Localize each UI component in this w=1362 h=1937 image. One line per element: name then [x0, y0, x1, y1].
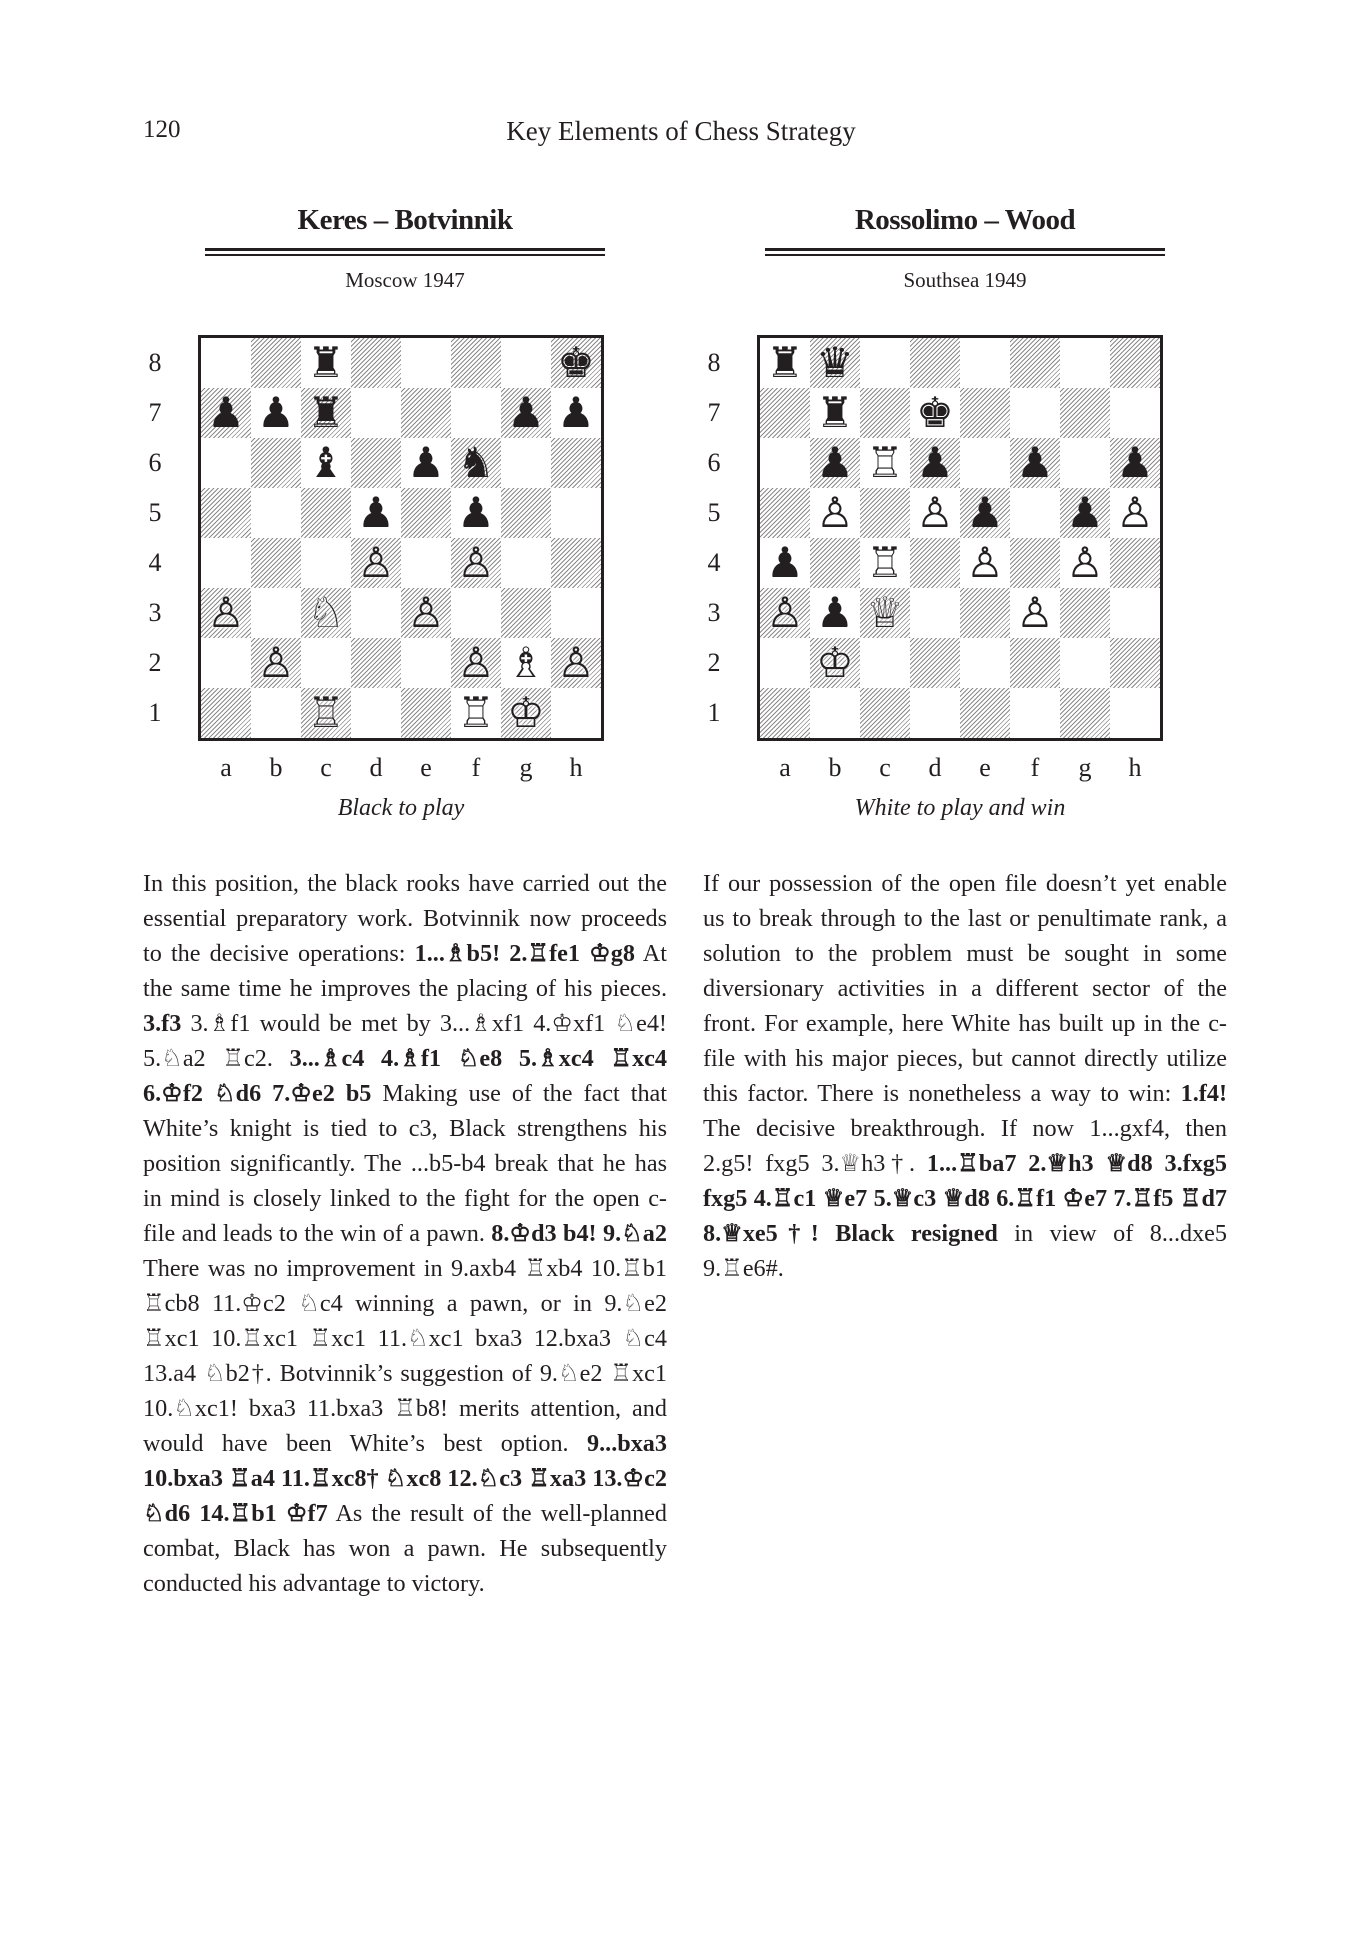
square-h2: [551, 638, 601, 688]
white-bishop-icon: ♗: [507, 638, 545, 687]
square-b8: [810, 338, 860, 388]
square-f5: [1010, 488, 1060, 538]
square-f8: [451, 338, 501, 388]
file-labels: [201, 753, 601, 783]
game-title: Rossolimo – Wood: [854, 204, 1076, 236]
black-pawn-icon: ♟: [816, 588, 854, 637]
chess-diagram-left: [148, 335, 604, 782]
white-rook-icon: ♖: [457, 688, 495, 737]
commentary-text: At the same time he improves the placing of his pieces.: [143, 940, 667, 1002]
file-label: c: [320, 753, 332, 782]
game-title: Keres – Botvinnik: [297, 204, 513, 236]
square-a4: [201, 538, 251, 588]
file-label: e: [420, 753, 432, 782]
black-pawn-icon: ♟: [257, 388, 295, 437]
square-e5: [960, 488, 1010, 538]
square-h5: [1110, 488, 1160, 538]
commentary-text: There was no improvement in 9.axb4 ♖xb4 10.♖b1 ♖cb8 11.♔c2 ♘c4 winning a pawn, or in 9.♘e2 ♖xc1 10.♖xc1 ♖xc1 11.♘xc1 bxa3 12.bxa3 ♘c4 13.a4 ♘b2†. Botvinnik’s suggestion of 9.♘e2 ♖xc1 10.♘xc1! bxa3 11.bxa3 ♖b8! merits attention, and would have been White’s best option.: [143, 1255, 667, 1457]
square-d8: [351, 338, 401, 388]
square-e8: [401, 338, 451, 388]
square-g4: [1060, 538, 1110, 588]
square-h8: [551, 338, 601, 388]
square-b6: [810, 438, 860, 488]
file-label: e: [979, 753, 991, 782]
white-pawn-icon: ♙: [1066, 538, 1104, 587]
square-g2: [1060, 638, 1110, 688]
square-h2: [1110, 638, 1160, 688]
square-f2: [451, 638, 501, 688]
black-pawn-icon: ♟: [557, 388, 595, 437]
square-d3: [351, 588, 401, 638]
square-a5: [760, 488, 810, 538]
black-king-icon: ♚: [557, 338, 595, 387]
white-pawn-icon: ♙: [257, 638, 295, 687]
square-d7: [910, 388, 960, 438]
square-c1: [301, 688, 351, 738]
file-labels: [760, 753, 1160, 783]
black-rook-icon: ♜: [307, 338, 345, 387]
title-rule: [205, 248, 605, 251]
square-c4: [860, 538, 910, 588]
square-f1: [451, 688, 501, 738]
square-b8: [251, 338, 301, 388]
square-e8: [960, 338, 1010, 388]
square-h1: [551, 688, 601, 738]
move-sequence: 1...♗b5! 2.♖fe1 ♔g8: [414, 940, 635, 967]
file-label: f: [471, 753, 481, 782]
white-pawn-icon: ♙: [1016, 588, 1054, 637]
square-c3: [860, 588, 910, 638]
rank-label: 5: [148, 498, 162, 527]
square-g5: [501, 488, 551, 538]
white-pawn-icon: ♙: [816, 488, 854, 537]
commentary-right: [703, 866, 1227, 1286]
square-b2: [251, 638, 301, 688]
square-c8: [301, 338, 351, 388]
square-e6: [401, 438, 451, 488]
square-d4: [910, 538, 960, 588]
diagram-caption-right: White to play and win: [854, 795, 1066, 821]
square-c8: [860, 338, 910, 388]
square-b7: [810, 388, 860, 438]
black-queen-icon: ♛: [816, 338, 854, 387]
square-c3: [301, 588, 351, 638]
square-b2: [810, 638, 860, 688]
rank-label: 2: [707, 648, 721, 677]
commentary-text: The decisive breakthrough. If now 1...gxf4, then 2.g5! fxg5 3.♕h3†.: [703, 1115, 1227, 1177]
rank-label: 7: [707, 398, 721, 427]
square-f4: [451, 538, 501, 588]
square-a2: [760, 638, 810, 688]
square-e3: [401, 588, 451, 638]
square-h1: [1110, 688, 1160, 738]
square-b5: [251, 488, 301, 538]
white-pawn-icon: ♙: [1116, 488, 1154, 537]
black-pawn-icon: ♟: [966, 488, 1004, 537]
square-c5: [301, 488, 351, 538]
square-f6: [1010, 438, 1060, 488]
move-sequence: 9...bxa3 10.bxa3 ♖a4 11.♖xc8† ♘xc8 12.♘c3 ♖xa3 13.♔c2 ♘d6 14.♖b1 ♔f7: [143, 1430, 667, 1527]
square-f3: [1010, 588, 1060, 638]
white-king-icon: ♔: [507, 688, 545, 737]
square-e2: [401, 638, 451, 688]
black-pawn-icon: ♟: [407, 438, 445, 487]
square-d2: [910, 638, 960, 688]
square-d7: [351, 388, 401, 438]
square-a7: [760, 388, 810, 438]
title-rule-thin: [765, 254, 1165, 256]
chess-board: [198, 335, 604, 741]
black-pawn-icon: ♟: [1066, 488, 1104, 537]
move-sequence: 3.f3: [143, 1010, 182, 1037]
square-d1: [910, 688, 960, 738]
square-g3: [501, 588, 551, 638]
move-sequence: 1...♖ba7 2.♕h3 ♕d8 3.fxg5 fxg5 4.♖c1 ♕e7 5.♕c3 ♕d8 6.♖f1 ♔e7 7.♖f5 ♖d7 8.♕xe5†! Black resigned: [703, 1150, 1227, 1247]
square-f8: [1010, 338, 1060, 388]
square-a3: [201, 588, 251, 638]
rank-labels: [140, 338, 170, 738]
game-event: Southsea 1949: [903, 268, 1027, 292]
black-pawn-icon: ♟: [457, 488, 495, 537]
black-pawn-icon: ♟: [1016, 438, 1054, 487]
commentary-text: As the result of the well-planned combat, Black has won a pawn. He subsequently conducted his advantage to victory.: [143, 1500, 667, 1597]
square-h4: [1110, 538, 1160, 588]
square-f6: [451, 438, 501, 488]
square-e4: [401, 538, 451, 588]
file-label: d: [369, 753, 383, 782]
square-e1: [960, 688, 1010, 738]
square-d1: [351, 688, 401, 738]
white-pawn-icon: ♙: [207, 588, 245, 637]
square-h6: [1110, 438, 1160, 488]
white-rook-icon: ♖: [866, 438, 904, 487]
game-header-left: [205, 200, 605, 293]
file-label: c: [879, 753, 891, 782]
commentary-text: Making use of the fact that White’s knight is tied to c3, Black strengthens his position significantly. The ...b5-b4 break that he has in mind is closely linked to the fight for the open c-file and leads to the win of a pawn.: [143, 1080, 668, 1247]
square-b6: [251, 438, 301, 488]
commentary-text: 3.♗f1 would be met by 3...♗xf1 4.♔xf1 ♘e4! 5.♘a2 ♖c2.: [143, 1010, 667, 1072]
square-d8: [910, 338, 960, 388]
file-label: h: [1128, 753, 1142, 782]
square-f2: [1010, 638, 1060, 688]
square-b5: [810, 488, 860, 538]
square-a1: [201, 688, 251, 738]
square-h4: [551, 538, 601, 588]
game-header-right: [765, 200, 1165, 293]
square-g2: [501, 638, 551, 688]
rank-labels: [699, 338, 729, 738]
square-d5: [351, 488, 401, 538]
square-h5: [551, 488, 601, 538]
rank-label: 6: [148, 448, 162, 477]
square-e7: [960, 388, 1010, 438]
chess-diagram-right: [707, 335, 1163, 782]
square-f7: [451, 388, 501, 438]
square-e1: [401, 688, 451, 738]
square-c6: [860, 438, 910, 488]
chess-board: [757, 335, 1163, 741]
commentary-text: If our possession of the open file doesn’t yet enable us to break through to the last or penultimate rank, a solution to the problem must be sought in some diversionary activities in a different sector of the front. For example, here White has built up in the c-file with his major pieces, but cannot directly utilize this factor. There is nonetheless a way to win:: [703, 870, 1227, 1107]
white-king-icon: ♔: [816, 638, 854, 687]
square-a7: [201, 388, 251, 438]
square-e7: [401, 388, 451, 438]
square-g1: [1060, 688, 1110, 738]
white-rook-icon: ♖: [307, 688, 345, 737]
black-pawn-icon: ♟: [916, 438, 954, 487]
square-c1: [860, 688, 910, 738]
square-a1: [760, 688, 810, 738]
black-pawn-icon: ♟: [207, 388, 245, 437]
white-pawn-icon: ♙: [916, 488, 954, 537]
square-a5: [201, 488, 251, 538]
white-pawn-icon: ♙: [766, 588, 804, 637]
rank-label: 6: [707, 448, 721, 477]
black-knight-icon: ♞: [457, 438, 495, 487]
black-pawn-icon: ♟: [816, 438, 854, 487]
square-b3: [810, 588, 860, 638]
black-rook-icon: ♜: [766, 338, 804, 387]
rank-label: 4: [707, 548, 721, 577]
move-sequence: 3...♗c4 4.♗f1 ♘e8 5.♗xc4 ♖xc4 6.♔f2 ♘d6 7.♔e2 b5: [143, 1045, 667, 1107]
square-g1: [501, 688, 551, 738]
rank-label: 5: [707, 498, 721, 527]
square-h3: [551, 588, 601, 638]
square-f4: [1010, 538, 1060, 588]
square-h7: [1110, 388, 1160, 438]
file-label: a: [220, 753, 232, 782]
square-c2: [301, 638, 351, 688]
square-a4: [760, 538, 810, 588]
black-rook-icon: ♜: [307, 388, 345, 437]
black-pawn-icon: ♟: [507, 388, 545, 437]
square-a6: [201, 438, 251, 488]
square-c4: [301, 538, 351, 588]
file-label: g: [1078, 753, 1092, 782]
square-c5: [860, 488, 910, 538]
file-label: g: [519, 753, 533, 782]
white-pawn-icon: ♙: [557, 638, 595, 687]
rank-label: 1: [707, 698, 721, 727]
square-b1: [251, 688, 301, 738]
square-c2: [860, 638, 910, 688]
square-g6: [1060, 438, 1110, 488]
square-f5: [451, 488, 501, 538]
square-e2: [960, 638, 1010, 688]
square-g8: [501, 338, 551, 388]
white-knight-icon: ♘: [307, 588, 345, 637]
square-d4: [351, 538, 401, 588]
square-c6: [301, 438, 351, 488]
white-pawn-icon: ♙: [357, 538, 395, 587]
commentary-text: In this position, the black rooks have carried out the essential preparatory work. Botvinnik now proceeds to the decisive operations:: [143, 870, 667, 967]
running-head: Key Elements of Chess Strategy: [506, 116, 856, 146]
file-label: a: [779, 753, 791, 782]
square-a8: [201, 338, 251, 388]
white-pawn-icon: ♙: [457, 538, 495, 587]
square-f3: [451, 588, 501, 638]
file-label: f: [1030, 753, 1040, 782]
square-a8: [760, 338, 810, 388]
square-d3: [910, 588, 960, 638]
rank-label: 8: [707, 348, 721, 377]
rank-label: 3: [707, 598, 721, 627]
white-queen-icon: ♕: [866, 588, 904, 637]
black-rook-icon: ♜: [816, 388, 854, 437]
square-a2: [201, 638, 251, 688]
file-label: d: [928, 753, 942, 782]
square-f7: [1010, 388, 1060, 438]
square-g5: [1060, 488, 1110, 538]
square-a6: [760, 438, 810, 488]
diagram-caption-left: Black to play: [337, 795, 465, 821]
white-pawn-icon: ♙: [407, 588, 445, 637]
rank-label: 3: [148, 598, 162, 627]
square-e4: [960, 538, 1010, 588]
square-c7: [301, 388, 351, 438]
square-d6: [910, 438, 960, 488]
square-a3: [760, 588, 810, 638]
black-pawn-icon: ♟: [357, 488, 395, 537]
square-g8: [1060, 338, 1110, 388]
square-h8: [1110, 338, 1160, 388]
square-b4: [810, 538, 860, 588]
square-h7: [551, 388, 601, 438]
square-d5: [910, 488, 960, 538]
square-g6: [501, 438, 551, 488]
file-label: b: [269, 753, 283, 782]
white-rook-icon: ♖: [866, 538, 904, 587]
move-sequence: 1.f4!: [1180, 1080, 1227, 1107]
white-pawn-icon: ♙: [457, 638, 495, 687]
square-d6: [351, 438, 401, 488]
black-pawn-icon: ♟: [766, 538, 804, 587]
file-label: h: [569, 753, 583, 782]
title-rule: [765, 248, 1165, 251]
square-h3: [1110, 588, 1160, 638]
page-number: 120: [143, 116, 181, 143]
rank-label: 4: [148, 548, 162, 577]
file-label: b: [828, 753, 842, 782]
game-event: Moscow 1947: [345, 268, 465, 292]
black-king-icon: ♚: [916, 388, 954, 437]
square-b1: [810, 688, 860, 738]
square-g4: [501, 538, 551, 588]
black-pawn-icon: ♟: [1116, 438, 1154, 487]
rank-label: 8: [148, 348, 162, 377]
commentary-text: in view of 8...dxe5 9.♖e6#.: [703, 1220, 1228, 1282]
square-b4: [251, 538, 301, 588]
square-g7: [1060, 388, 1110, 438]
square-f1: [1010, 688, 1060, 738]
square-e3: [960, 588, 1010, 638]
title-rule-thin: [205, 254, 605, 256]
move-sequence: 8.♔d3 b4! 9.♘a2: [491, 1220, 667, 1247]
square-e6: [960, 438, 1010, 488]
black-bishop-icon: ♝: [307, 438, 345, 487]
square-e5: [401, 488, 451, 538]
square-d2: [351, 638, 401, 688]
square-h6: [551, 438, 601, 488]
square-b3: [251, 588, 301, 638]
white-pawn-icon: ♙: [966, 538, 1004, 587]
square-b7: [251, 388, 301, 438]
commentary-left: [143, 866, 667, 1601]
square-g7: [501, 388, 551, 438]
square-c7: [860, 388, 910, 438]
rank-label: 7: [148, 398, 162, 427]
rank-label: 1: [148, 698, 162, 727]
rank-label: 2: [148, 648, 162, 677]
square-g3: [1060, 588, 1110, 638]
